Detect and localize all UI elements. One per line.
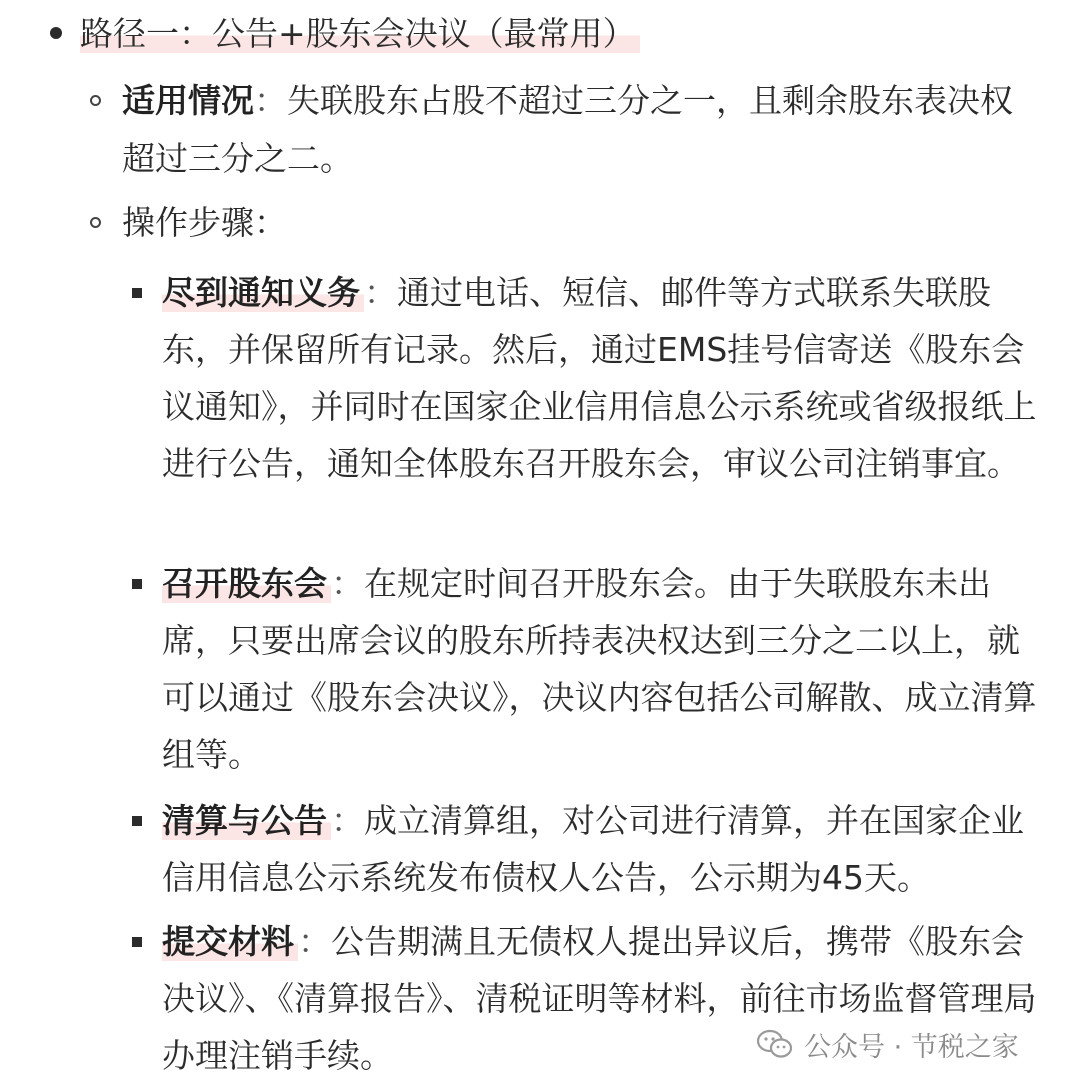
step-text: 公告期满且无债权人提出异议后，携带《股东会决议》、《清算报告》、清税证明等材料，前往市场监督管理局办理注销手续。	[162, 922, 1037, 1075]
step-text: 成立清算组，对公司进行清算，并在国家企业信用信息公示系统发布债权人公告，公示期为45天。	[162, 801, 1024, 897]
step-colon: ：	[364, 273, 397, 312]
wechat-icon	[756, 1028, 794, 1060]
applicable-item	[90, 72, 1050, 188]
square-bullet	[132, 288, 142, 298]
watermark-text: 公众号 · 节税之家	[804, 1031, 1019, 1063]
watermark	[756, 1024, 1019, 1064]
step-text-block	[162, 792, 1044, 906]
path-heading-item	[50, 6, 640, 62]
square-bullet	[132, 816, 142, 826]
circle-bullet	[90, 95, 101, 106]
step-term: 召开股东会	[162, 564, 331, 603]
step-term: 提交材料	[162, 922, 298, 961]
step-item-meeting	[130, 555, 1050, 783]
step-term: 清算与公告	[162, 801, 331, 840]
applicable-label: 适用情况	[122, 81, 254, 120]
step-term: 尽到通知义务	[162, 273, 364, 312]
circle-bullet	[90, 217, 101, 228]
step-colon: ：	[331, 801, 364, 840]
applicable-text: 失联股东占股不超过三分之一，且剩余股东表决权超过三分之二。	[122, 81, 1013, 178]
step-colon: ：	[331, 564, 364, 603]
square-bullet	[132, 937, 142, 947]
path-title: 路径一：公告+股东会决议（最常用）	[80, 14, 640, 53]
applicable-colon: ：	[254, 81, 287, 120]
step-item-notify	[130, 264, 1050, 492]
step-item-liquidation	[130, 792, 1050, 906]
step-colon: ：	[298, 922, 331, 961]
applicable-text-block	[122, 72, 1042, 188]
square-bullet	[132, 579, 142, 589]
step-text-block	[162, 555, 1044, 783]
steps-heading: 操作步骤：	[122, 203, 287, 242]
step-text-block	[162, 264, 1044, 492]
steps-heading-item	[90, 194, 1050, 252]
step-text: 通过电话、短信、邮件等方式联系失联股东，并保留所有记录。然后，通过EMS挂号信寄送《股东会议通知》，并同时在国家企业信用信息公示系统或省级报纸上进行公告，通知全体股东召开股东会，审议公司注销事宜。	[162, 273, 1037, 483]
step-text: 在规定时间召开股东会。由于失联股东未出席，只要出席会议的股东所持表决权达到三分之二以上，就可以通过《股东会决议》，决议内容包括公司解散、成立清算组等。	[162, 564, 1037, 774]
disc-bullet	[50, 27, 62, 39]
